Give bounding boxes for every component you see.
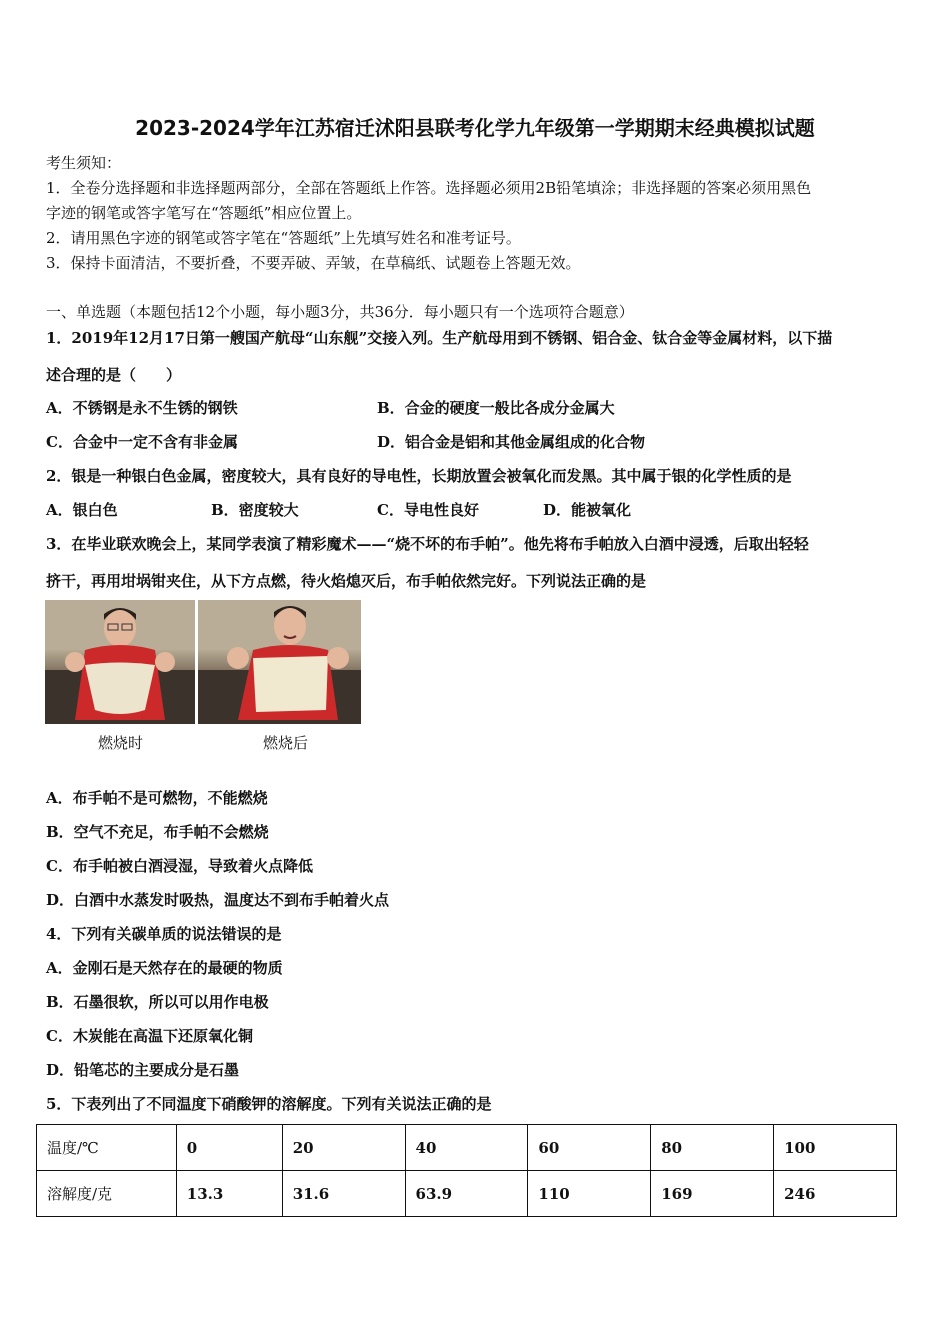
- q4-option-c: C．木炭能在高温下还原氧化铜: [46, 1027, 253, 1045]
- photo-after: [198, 600, 361, 724]
- q3-stem: 3．在毕业联欢晚会上，某同学表演了精彩魔术——“烧不坏的布手帕”。他先将布手帕放入白酒中浸透，后取出轻轻: [46, 535, 809, 553]
- exam-title: 2023-2024学年江苏宿迁沭阳县联考化学九年级第一学期期末经典模拟试题: [135, 116, 815, 140]
- q1-stem: 述合理的是（ ）: [46, 366, 182, 384]
- notice-item: 字迹的钢笔或答字笔写在“答题纸”相应位置上。: [46, 204, 362, 222]
- q2-option-b: B．密度较大: [211, 501, 299, 519]
- photo-burning: [45, 600, 195, 724]
- table-row: [37, 1125, 897, 1171]
- q2-option-d: D．能被氧化: [543, 501, 632, 519]
- table-cell: 169: [651, 1171, 774, 1217]
- notice-item: 2．请用黑色字迹的钢笔或答字笔在“答题纸”上先填写姓名和准考证号。: [46, 229, 521, 247]
- q4-stem: 4．下列有关碳单质的说法错误的是: [46, 925, 282, 943]
- table-cell: 31.6: [282, 1171, 405, 1217]
- q3-option-b: B．空气不充足，布手帕不会燃烧: [46, 823, 269, 841]
- section-heading: 一、单选题（本题包括12个小题，每小题3分，共36分．每小题只有一个选项符合题意）: [46, 303, 634, 321]
- q2-option-c: C．导电性良好: [377, 501, 479, 519]
- table-cell: 110: [528, 1171, 651, 1217]
- table-cell: 63.9: [405, 1171, 528, 1217]
- q3-photos: [45, 600, 361, 726]
- q4-option-d: D．铅笔芯的主要成分是石墨: [46, 1061, 240, 1079]
- table-cell: 80: [651, 1125, 774, 1171]
- table-row: [37, 1171, 897, 1217]
- caption-after: 燃烧后: [263, 734, 309, 752]
- row-label-temperature: 温度/℃: [37, 1125, 177, 1171]
- q1-stem: 1．2019年12月17日第一艘国产航母“山东舰”交接入列。生产航母用到不锈钢、铝合金、钛合金等金属材料，以下描: [46, 329, 833, 347]
- q1-option-b: B．合金的硬度一般比各成分金属大: [377, 399, 615, 417]
- q3-option-d: D．白酒中水蒸发时吸热，温度达不到布手帕着火点: [46, 891, 390, 909]
- solubility-table: [36, 1124, 897, 1217]
- q3-option-c: C．布手帕被白酒浸湿，导致着火点降低: [46, 857, 313, 875]
- q4-option-b: B．石墨很软，所以可以用作电极: [46, 993, 269, 1011]
- table-cell: 246: [774, 1171, 897, 1217]
- q3-stem: 挤干，再用坩埚钳夹住，从下方点燃，待火焰熄灭后，布手帕依然完好。下列说法正确的是: [46, 572, 647, 590]
- table-cell: 0: [176, 1125, 282, 1171]
- table-cell: 20: [282, 1125, 405, 1171]
- notice-item: 3．保持卡面清洁，不要折叠，不要弄破、弄皱，在草稿纸、试题卷上答题无效。: [46, 254, 581, 272]
- q1-option-a: A．不锈钢是永不生锈的钢铁: [46, 399, 238, 417]
- q3-option-a: A．布手帕不是可燃物，不能燃烧: [46, 789, 268, 807]
- row-label-solubility: 溶解度/克: [37, 1171, 177, 1217]
- table-cell: 100: [774, 1125, 897, 1171]
- table-cell: 60: [528, 1125, 651, 1171]
- q5-stem: 5．下表列出了不同温度下硝酸钾的溶解度。下列有关说法正确的是: [46, 1095, 492, 1113]
- table-cell: 13.3: [176, 1171, 282, 1217]
- q4-option-a: A．金刚石是天然存在的最硬的物质: [46, 959, 283, 977]
- table-cell: 40: [405, 1125, 528, 1171]
- q1-option-c: C．合金中一定不含有非金属: [46, 433, 238, 451]
- caption-burning: 燃烧时: [98, 734, 144, 752]
- q1-option-d: D．铝合金是铝和其他金属组成的化合物: [377, 433, 646, 451]
- q2-stem: 2．银是一种银白色金属，密度较大，具有良好的导电性，长期放置会被氧化而发黑。其中属于银的化学性质的是: [46, 467, 792, 485]
- notice-heading: 考生须知：: [46, 154, 122, 172]
- q2-option-a: A．银白色: [46, 501, 118, 519]
- notice-item: 1．全卷分选择题和非选择题两部分，全部在答题纸上作答。选择题必须用2B铅笔填涂；非选择题的答案必须用黑色: [46, 179, 812, 197]
